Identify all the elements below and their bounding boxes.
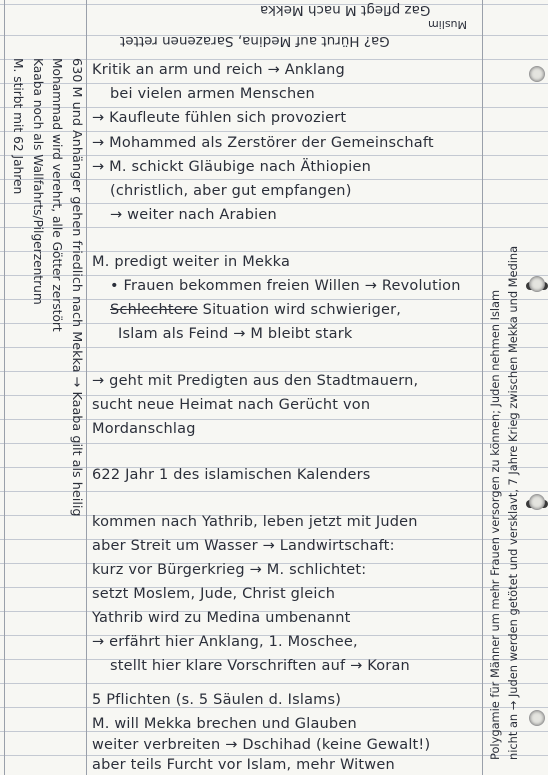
note-line: → M. schickt Gläubige nach Äthiopien [92,159,372,175]
note-line: Islam als Feind → M bleibt stark [118,326,353,342]
struck-word: Schlechtere [110,302,198,318]
note-line: • Frauen bekommen freien Willen → Revolution [110,278,461,294]
punch-hole [529,66,545,82]
note-line [110,302,401,318]
note-line: → weiter nach Arabien [110,207,277,223]
note-text: Situation wird schwieriger, [197,302,402,318]
note-line: Kritik an arm und reich → Anklang [92,62,345,78]
punch-hole [529,494,545,510]
left-margin-note: 630 M und Anhänger gehen friedlich nach Mekka → Kaaba gilt als heilig [69,58,84,517]
note-line: weiter verbreiten → Dschihad (keine Gewalt!) [92,737,431,753]
punch-hole [529,710,545,726]
left-margin-line-2 [4,0,5,775]
note-line: kommen nach Yathrib, leben jetzt mit Juden [92,514,418,530]
left-margin-note: Mohammad wird verehrt, alle Götter zerstört [50,58,64,332]
note-line: sucht neue Heimat nach Gerücht von [92,397,371,413]
note-line: M. predigt weiter in Mekka [92,254,291,270]
left-margin-note: M. stirbt mit 62 Jahren [11,58,25,195]
right-margin-note: Polygamie für Männer um mehr Frauen versorgen zu können; Juden nehmen Islam [488,289,502,760]
right-margin-note: nicht an → Juden werden getötet und versklavt, 7 Jahre Krieg zwischen Mekka und Medina [506,245,520,760]
note-line: 5 Pflichten (s. 5 Säulen d. Islams) [92,692,342,708]
note-line: (christlich, aber gut empfangen) [110,183,352,199]
right-margin-line [482,0,483,775]
note-line: Yathrib wird zu Medina umbenannt [92,610,351,626]
left-margin-note: Kaaba noch als Wallfahrts/Pilgerzentrum [31,58,45,305]
note-line: aber Streit um Wasser → Landwirtschaft: [92,538,395,554]
note-line: kurz vor Bürgerkrieg → M. schlichtet: [92,562,367,578]
note-line: → Kaufleute fühlen sich provoziert [92,110,347,126]
note-line: → erfährt hier Anklang, 1. Moschee, [92,634,358,650]
note-line: M. will Mekka brechen und Glauben [92,716,357,732]
note-line: setzt Moslem, Jude, Christ gleich [92,586,336,602]
note-line: Mordanschlag [92,421,196,437]
upside-down-note: Gaz pflegt M nach Mekka [260,2,431,18]
left-margin-line [86,0,87,775]
note-line: aber teils Furcht vor Islam, mehr Witwen [92,757,395,773]
note-line: → Mohammed als Zerstörer der Gemeinschaft [92,135,434,151]
note-line: stellt hier klare Vorschriften auf → Koran [110,658,410,674]
punch-hole [529,276,545,292]
note-line: bei vielen armen Menschen [110,86,315,102]
note-line: → geht mit Predigten aus den Stadtmauern, [92,373,419,389]
upside-down-note: Ga? Hürut auf Medina, Sarazenen rettet [120,33,390,49]
upside-down-note: Muslim [428,18,468,31]
note-line: 622 Jahr 1 des islamischen Kalenders [92,467,371,483]
